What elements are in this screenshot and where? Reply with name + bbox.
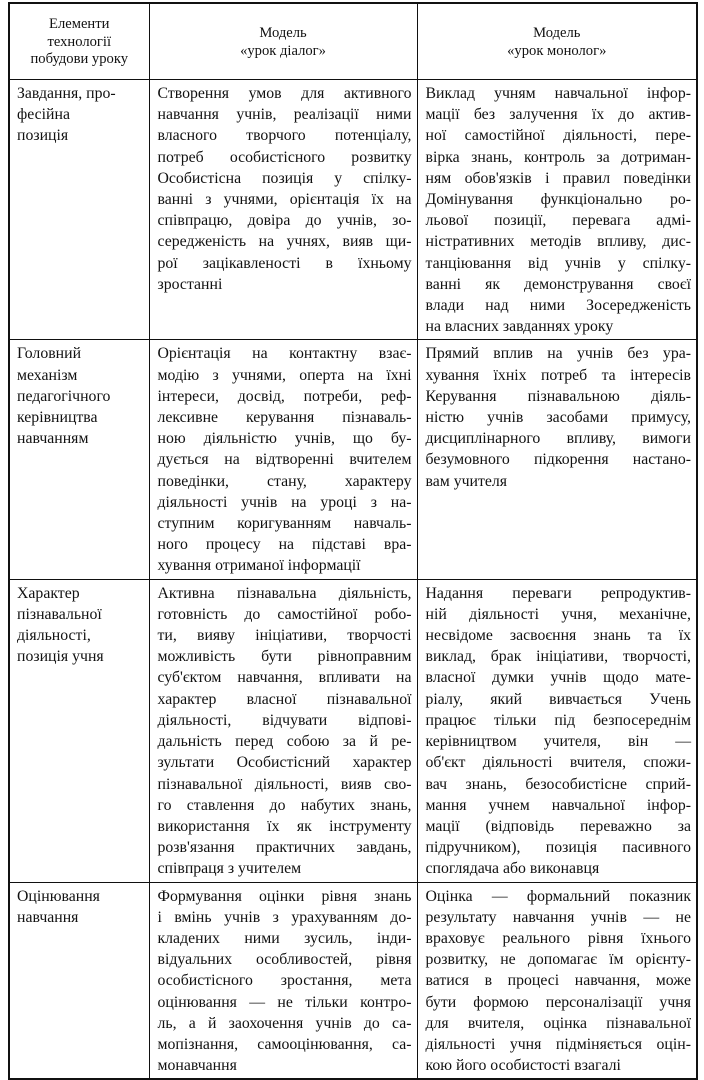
text-line: рої зацікавленості в їхньому	[157, 254, 412, 272]
text-line: Активна пізнавальна діяльність,	[157, 584, 412, 602]
text-line: кладених ними зусиль, інди-	[157, 929, 412, 947]
text-line: Орієнтація на контактну взає-	[157, 345, 412, 363]
text-line: несвідоме засвоєння знань та їх	[425, 627, 691, 645]
text-line: го ставлення до набутих знань,	[157, 796, 412, 814]
text-line: діяльності учня підміняється оцін-	[425, 1035, 691, 1053]
text-line: зультати Особистісний характер	[157, 754, 412, 772]
element-cell	[9, 340, 149, 579]
text-line: влади над ними Зосередженість	[425, 297, 691, 315]
header-line: Модель	[259, 25, 307, 41]
header-elements	[9, 3, 149, 80]
text-line: і вмінь учнів з урахуванням до-	[157, 908, 412, 926]
text-line: Домінування функціонально ро-	[425, 191, 691, 209]
text-line: готовність до самостійної робо-	[157, 605, 412, 623]
dialog-cell	[149, 340, 417, 579]
text-line: працює тільки під безпосереднім	[425, 711, 691, 729]
table-header-row	[9, 3, 697, 80]
header-line: технології	[47, 33, 112, 50]
text-line: підручником), позиція пасивного	[425, 839, 691, 857]
text-line: ванні з учнями, орієнтація їх на	[157, 191, 412, 209]
dialog-cell	[149, 579, 417, 882]
text-line: співпраця з учителем	[157, 860, 302, 878]
text-line: об'єкт діяльності вчителя, спожи-	[425, 754, 691, 772]
text-line: модію з учнями, оперта на їхні	[157, 366, 412, 384]
text-line: поведінки, стану, характеру	[157, 472, 412, 490]
monolog-cell	[417, 340, 697, 579]
text-line: власної думки учнів щодо мате-	[425, 669, 691, 687]
text-line: Характер	[17, 584, 80, 602]
text-line: вірка знань, контроль за дотриман-	[425, 148, 691, 166]
comparison-table	[8, 2, 698, 1080]
text-line: ній діяльності учня, механічне,	[425, 605, 691, 623]
text-line: вам учителя	[425, 472, 508, 490]
header-line: Модель	[533, 25, 581, 41]
text-line: мації (відповідь переважно за	[425, 817, 691, 835]
text-line: педагогічного	[17, 387, 111, 405]
element-cell	[9, 882, 149, 1079]
text-line: інтереси, досвід, потреби, реф-	[157, 387, 412, 405]
text-line: вач знань, безособистісне сприй-	[425, 775, 691, 793]
header-line: «урок монолог»	[507, 42, 607, 59]
text-line: для вчителя, оцінка пізнавальної	[425, 1014, 691, 1032]
table-row	[9, 579, 697, 882]
text-line: ти, вияву ініціативи, творчості	[157, 627, 412, 645]
text-line: ванні як демонстрування своєї	[425, 275, 691, 293]
text-line: Оцінювання	[17, 887, 100, 905]
text-line: фесійна	[17, 106, 70, 124]
text-line: Головний	[17, 345, 82, 363]
text-line: розвитку, не допомагає їм орієнту-	[425, 951, 691, 969]
text-line: ватися в процесі навчання, може	[425, 972, 691, 990]
text-line: механізм	[17, 366, 78, 384]
text-line: суб'єктом навчання, впливати на	[157, 669, 412, 687]
text-line: ністративних методів впливу, дис-	[425, 233, 691, 251]
monolog-cell	[417, 579, 697, 882]
text-line: ль, а й заохочення учнів до са-	[157, 1014, 412, 1032]
element-cell	[9, 579, 149, 882]
text-line: навчання	[17, 908, 79, 926]
text-line: хування отриманої інформації	[157, 557, 361, 575]
text-line: льової позиції, перевага адмі-	[425, 212, 691, 230]
text-line: бути формою персоналізації учня	[425, 993, 691, 1011]
monolog-cell	[417, 80, 697, 340]
text-line: ністю учнів засобами примусу,	[425, 409, 691, 427]
text-line: мації без залучення їх до актив-	[425, 106, 691, 124]
text-line: виклад, брак ініціативи, творчості,	[425, 648, 691, 666]
header-line: «урок діалог»	[240, 42, 326, 59]
text-line: ням обов'язків і правил поведінки	[425, 169, 691, 187]
text-line: характер власної пізнавальної	[157, 690, 412, 708]
text-line: безумовного підкорення настано-	[425, 451, 691, 469]
text-line: позиція	[17, 127, 69, 145]
text-line: кою його особистості взагалі	[425, 1057, 621, 1075]
table-row	[9, 882, 697, 1079]
text-line: споглядача або виконавця	[425, 860, 600, 878]
text-line: Завдання, про-	[17, 85, 116, 102]
text-line: навчанням	[17, 430, 89, 448]
text-line: особистісного зростання, мета	[157, 972, 412, 990]
text-line: керівництва	[17, 409, 98, 427]
element-cell	[9, 80, 149, 340]
text-line: Оцінка — формальний показник	[425, 887, 691, 905]
text-line: ної самостійної діяльності, пере-	[425, 127, 691, 145]
text-line: враховує реального рівня їхнього	[425, 929, 691, 947]
text-line: мання учнем навчальної інфор-	[425, 796, 691, 814]
header-line: Елементи	[49, 16, 110, 33]
text-line: хування їхніх потреб та інтересів	[425, 366, 691, 384]
text-line: дисциплінарного впливу, вимоги	[425, 430, 691, 448]
text-line: Виклад учням навчальної інфор-	[425, 85, 691, 102]
text-line: результату навчання учнів — не	[425, 908, 691, 926]
text-line: дується на відтворенні вчителем	[157, 451, 412, 469]
text-line: співпрацю, довіра до учнів, зо-	[157, 212, 412, 230]
text-line: лексивне керування пізнаваль-	[157, 409, 412, 427]
text-line: Створення умов для активного	[157, 85, 412, 102]
text-line: Прямий вплив на учнів без ура-	[425, 345, 691, 363]
table-row	[9, 340, 697, 579]
text-line: відуальних особливостей, рівня	[157, 951, 412, 969]
monolog-cell	[417, 882, 697, 1079]
text-line: оцінювання — не тільки контро-	[157, 993, 412, 1011]
table-row	[9, 80, 697, 340]
text-line: власного творчого потенціалу,	[157, 127, 412, 145]
text-line: потреб особистісного розвитку	[157, 148, 412, 166]
text-line: зростанні	[157, 275, 223, 293]
text-line: ступним коригуванням навчаль-	[157, 515, 412, 533]
text-line: навчання учнів, реалізації ними	[157, 106, 412, 124]
text-line: Формування оцінки рівня знань	[157, 887, 412, 905]
text-line: позиція учня	[17, 648, 104, 666]
text-line: можливість бути рівноправним	[157, 648, 412, 666]
text-line: ріалу, який вивчається Учень	[425, 690, 691, 708]
text-line: Надання переваги репродуктив-	[425, 584, 691, 602]
text-line: діяльності, відчувати відпові-	[157, 711, 412, 729]
header-monolog-model	[417, 3, 697, 80]
dialog-cell	[149, 80, 417, 340]
text-line: монавчання	[157, 1057, 237, 1075]
header-dialog-model	[149, 3, 417, 80]
text-line: середженість на учнях, вияв щи-	[157, 233, 412, 251]
text-line: керівництвом учителя, він —	[425, 733, 691, 751]
text-line: розв'язання практичних завдань,	[157, 839, 412, 857]
text-line: танціювання від учнів у спілку-	[425, 254, 691, 272]
text-line: ного процесу на підставі вра-	[157, 536, 412, 554]
text-line: діяльності учнів на уроці з на-	[157, 493, 412, 511]
dialog-cell	[149, 882, 417, 1079]
text-line: ною діяльністю учнів, що бу-	[157, 430, 412, 448]
text-line: мопізнання, самооцінювання, са-	[157, 1035, 412, 1053]
page	[8, 2, 696, 1075]
header-line: побудови уроку	[30, 51, 128, 68]
text-line: дальність перед собою за й ре-	[157, 733, 412, 751]
text-line: Керування пізнавальною діяль-	[425, 387, 691, 405]
text-line: діяльності,	[17, 627, 91, 645]
text-line: на власних завданнях уроку	[425, 318, 614, 336]
text-line: пізнавальної діяльності, вияв сво-	[157, 775, 412, 793]
text-line: пізнавальної	[17, 605, 102, 623]
text-line: Особистісна позиція у спілку-	[157, 169, 412, 187]
text-line: використання їх як інструменту	[157, 817, 412, 835]
